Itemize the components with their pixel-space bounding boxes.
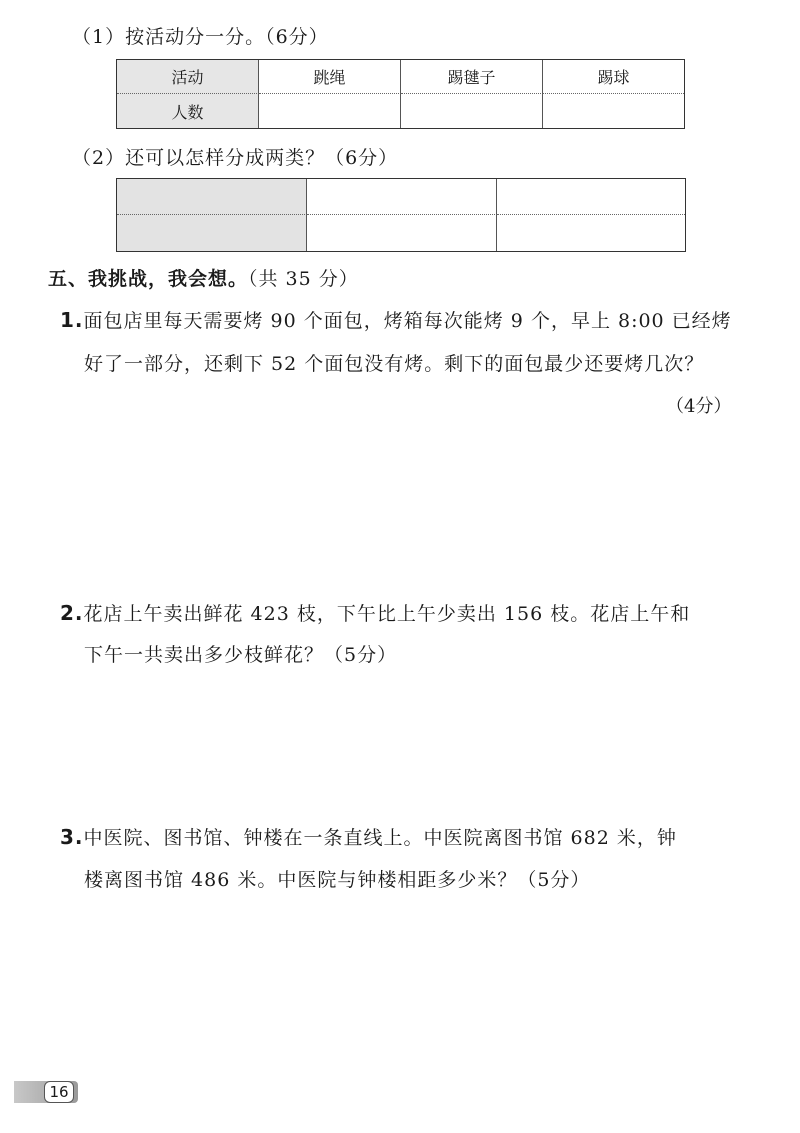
section-title-text: 五、我挑战，我会想。 [48,268,249,290]
part1-question: （1）按活动分一分。（6分） [72,26,329,48]
question-number: 1. [60,308,84,332]
question-text: 面包店里每天需要烤 90 个面包，烤箱每次能烤 9 个，早上 8:00 已经烤 [83,310,732,332]
table-cell-jump-rope: 跳绳 [259,60,401,94]
answer-cell[interactable] [259,94,401,128]
question-1-score: （4分） [666,396,732,417]
question-3-line1 [60,823,677,850]
table-cell-shuttlecock: 踢毽子 [401,60,543,94]
answer-cell[interactable] [307,215,497,251]
table-header-activity: 活动 [117,60,259,94]
answer-cell[interactable] [497,179,685,215]
answer-cell[interactable] [401,94,543,128]
answer-cell[interactable] [497,215,685,251]
table-header-cell [117,215,307,251]
section-points: （共 35 分） [248,268,359,290]
question-3-line2: 楼离图书馆 486 米。中医院与钟楼相距多少米？（5分） [84,869,591,891]
question-number: 2. [60,601,84,625]
table-header-count: 人数 [117,94,259,128]
table-cell-football: 踢球 [543,60,684,94]
answer-cell[interactable] [307,179,497,215]
question-2-line1 [60,599,690,626]
question-1-line2: 好了一部分，还剩下 52 个面包没有烤。剩下的面包最少还要烤几次？ [84,353,705,375]
question-1-line1 [60,306,732,333]
question-text: 中医院、图书馆、钟楼在一条直线上。中医院离图书馆 682 米，钟 [83,827,677,849]
answer-cell[interactable] [543,94,684,128]
question-2-line2: 下午一共卖出多少枝鲜花？（5分） [84,644,398,666]
question-text: 花店上午卖出鲜花 423 枝，下午比上午少卖出 156 枝。花店上午和 [83,603,691,625]
classification-table [116,178,686,252]
section-5-title [48,264,359,291]
page-number: 16 [44,1081,74,1103]
part2-question: （2）还可以怎样分成两类？（6分） [72,147,399,169]
table-header-cell [117,179,307,215]
question-number: 3. [60,825,84,849]
activity-table [116,59,685,129]
